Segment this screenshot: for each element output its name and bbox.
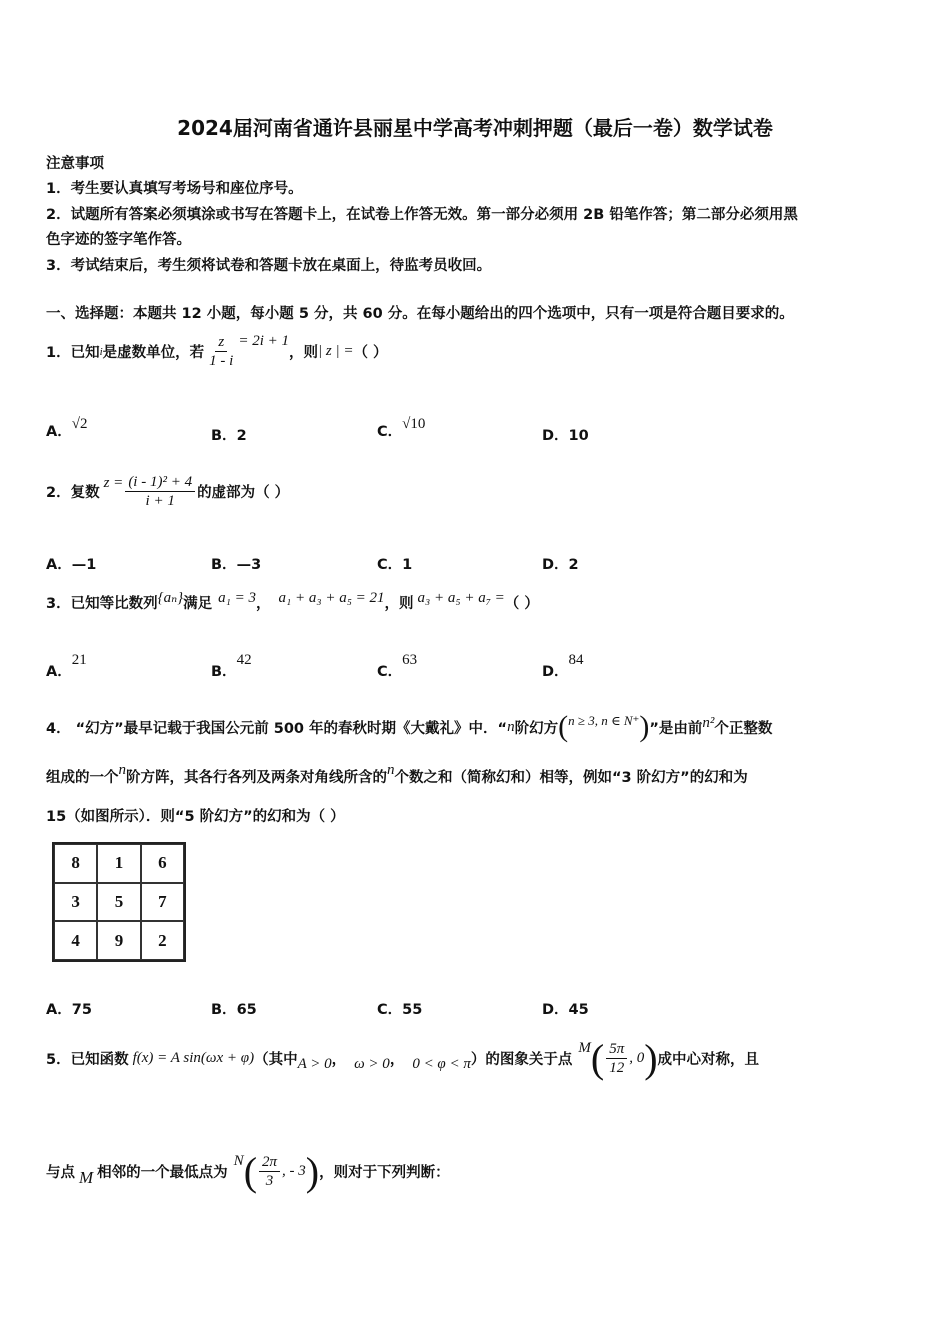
fraction-numerator: 2π <box>259 1153 280 1172</box>
q1-text: 1．已知 <box>46 345 100 361</box>
q3-text: 3．已知等比数列 <box>46 596 158 612</box>
q4-n2: n² <box>702 714 715 731</box>
q5-text: 相邻的一个最低点为 <box>97 1165 228 1181</box>
q4-condition: n ≥ 3, n ∈ N⁺ <box>568 713 640 728</box>
q4-text: 个数之和（简称幻和）相等，例如“3 阶幻方”的幻和为 <box>394 770 748 786</box>
option-value: 2 <box>236 428 247 444</box>
magic-square-cell: 7 <box>141 883 184 922</box>
notice-item: 色字迹的签字笔作答。 <box>46 232 191 248</box>
q1-text: 是虚数单位，若 <box>102 345 205 361</box>
option-b: B．42 <box>211 652 252 680</box>
option-c: C．1 <box>377 557 413 573</box>
q3-text: ，则 <box>384 596 414 612</box>
fraction-numerator: (i - 1)² + 4 <box>125 473 195 492</box>
q5-cond3: 0 < φ < π <box>412 1056 471 1072</box>
option-value: —3 <box>236 557 262 573</box>
q5-m-rest: , 0 <box>629 1050 645 1066</box>
q3-cond3: a₃ + a₅ + a₇ = <box>417 590 505 606</box>
q5-text: （其中 <box>254 1052 298 1068</box>
notice-item: 2．试题所有答案必须填涂或书写在答题卡上，在试卷上作答无效。第一部分必须用 2B 铅笔作答；第二部分必须用黑 <box>46 207 798 223</box>
magic-square-cell: 5 <box>97 883 140 922</box>
option-c: C．√10 <box>377 416 426 440</box>
option-value: 1 <box>402 557 413 573</box>
option-value: 42 <box>236 652 252 668</box>
option-d: D．2 <box>542 557 579 573</box>
question-5: 5．已知函数 f(x) = A sin(ωx + φ) （其中 A > 0 ， ω > 0 ， 0 < φ < π ）的图象关于点 M ( $\frac{5\pi}{12}$ , 0 ) 成中心对称，且 <box>46 1036 760 1081</box>
q1-abs: | z | = <box>318 343 354 359</box>
q3-paren: （ ） <box>504 596 539 612</box>
option-value: —1 <box>71 557 97 573</box>
q5-cond2: ω > 0 <box>354 1056 390 1072</box>
fraction-denominator: 1 - i <box>209 353 234 369</box>
option-value: 75 <box>71 1002 92 1018</box>
q2-fraction <box>125 473 195 510</box>
q4-text: 个正整数 <box>714 720 773 737</box>
q4-text: 阶方阵，其各行各列及两条对角线所含的 <box>126 770 387 786</box>
option-value: 65 <box>236 1002 257 1018</box>
option-b: B．65 <box>211 1002 257 1018</box>
q4-n: n <box>507 718 515 735</box>
q5-cond1: A > 0 <box>297 1056 332 1072</box>
option-value: 10 <box>568 428 589 444</box>
question-5-line2: 与点 M 相邻的一个最低点为 N ( $\frac{2\pi}{3}$ , - 3 ) ，则对于下列判断： <box>46 1149 450 1194</box>
q5-text: 5．已知函数 <box>46 1052 129 1068</box>
option-value: 63 <box>402 652 418 668</box>
option-b: B．—3 <box>211 557 262 573</box>
section-heading: 一、选择题：本题共 12 小题，每小题 5 分，共 60 分。在每小题给出的四个选项中，只有一项是符合题目要求的。 <box>46 306 794 322</box>
question-2 <box>46 473 289 510</box>
option-c: C．63 <box>377 652 418 680</box>
magic-square-cell: 1 <box>97 844 140 883</box>
q5-function: f(x) = A sin(ωx + φ) <box>132 1050 255 1066</box>
q5-sep: ， <box>389 1052 405 1068</box>
q5-point-n: N <box>233 1153 244 1169</box>
option-a: A．75 <box>46 1002 92 1018</box>
q4-text: ”是由前 <box>649 720 703 737</box>
magic-square-cell: 2 <box>141 921 184 960</box>
q1-equation: = 2i + 1 <box>238 333 289 349</box>
magic-square-cell: 3 <box>54 883 97 922</box>
magic-square-cell: 6 <box>141 844 184 883</box>
option-b: B．2 <box>211 428 247 444</box>
q5-n-fraction <box>259 1153 280 1190</box>
question-3 <box>46 592 539 613</box>
option-a: A．—1 <box>46 557 97 573</box>
notice-heading: 注意事项 <box>46 156 104 172</box>
q5-sep: ， <box>331 1052 347 1068</box>
q4-text: 组成的一个 <box>46 770 119 786</box>
question-1 <box>46 333 388 370</box>
question-4-line2 <box>46 762 748 787</box>
q4-n3: n <box>118 762 126 778</box>
option-value: 21 <box>71 652 87 668</box>
option-a: A．√2 <box>46 416 88 440</box>
q1-paren: （ ） <box>353 345 388 361</box>
q1-fraction <box>206 333 236 370</box>
magic-square-cell: 9 <box>97 921 140 960</box>
q2-text: 2．复数 <box>46 485 100 501</box>
q5-text: ）的图象关于点 <box>470 1052 573 1068</box>
option-value: √2 <box>71 416 88 432</box>
q5-m-fraction <box>606 1040 627 1077</box>
option-d: D．10 <box>542 428 589 444</box>
q5-text: 与点 <box>46 1165 75 1181</box>
q3-text: 满足 <box>183 596 213 612</box>
option-d: D．45 <box>542 1002 589 1018</box>
option-value: √10 <box>402 416 426 432</box>
option-value: 45 <box>568 1002 589 1018</box>
q4-n4: n <box>387 762 395 778</box>
option-value: 55 <box>402 1002 423 1018</box>
q2-text: 的虚部为（ ） <box>197 485 290 501</box>
q5-text: 成中心对称，且 <box>657 1052 760 1068</box>
q3-seq: {aₙ} <box>157 590 184 606</box>
q3-cond2: a₁ + a₃ + a₅ = 21 <box>278 590 385 606</box>
fraction-numerator: 5π <box>606 1040 627 1059</box>
q4-text: 4． “幻方”最早记载于我国公元前 500 年的春秋时期《大戴礼》中．“ <box>46 720 508 737</box>
q5-text: ，则对于下列判断： <box>319 1165 450 1181</box>
page-title: 2024届河南省通许县丽星中学高考冲刺押题（最后一卷）数学试卷 <box>177 116 773 140</box>
option-d: D．84 <box>542 652 584 680</box>
q5-n-rest: , - 3 <box>282 1163 306 1179</box>
option-c: C．55 <box>377 1002 423 1018</box>
fraction-denominator: 12 <box>609 1060 625 1076</box>
q3-sep: ， <box>256 596 271 612</box>
q3-cond1: a₁ = 3 <box>218 590 257 606</box>
notice-item: 3．考试结束后，考生须将试卷和答题卡放在桌面上，待监考员收回。 <box>46 258 492 274</box>
question-4: 4． “幻方”最早记载于我国公元前 500 年的春秋时期《大戴礼》中．“ n 阶幻方 ( n ≥ 3, n ∈ N⁺ ) ”是由前 n² 个正整数 <box>46 710 773 743</box>
option-value: 84 <box>568 652 584 668</box>
magic-square <box>52 842 186 962</box>
fraction-denominator: i + 1 <box>145 493 175 509</box>
q4-text: 阶幻方 <box>514 720 559 737</box>
option-value: 2 <box>568 557 579 573</box>
q2-lhs: z = <box>103 475 124 491</box>
q1-i: i <box>99 345 103 358</box>
fraction-numerator: z <box>215 333 227 352</box>
question-4-line3: 15（如图所示）．则“5 阶幻方”的幻和为（ ） <box>46 809 345 825</box>
fraction-denominator: 3 <box>265 1173 274 1189</box>
q5-point-m2: M <box>79 1167 94 1187</box>
notice-item: 1．考生要认真填写考场号和座位序号。 <box>46 181 303 197</box>
option-a: A．21 <box>46 652 87 680</box>
magic-square-cell: 8 <box>54 844 97 883</box>
q1-text: ，则 <box>289 345 318 361</box>
magic-square-cell: 4 <box>54 921 97 960</box>
q5-point-m: M <box>578 1040 591 1056</box>
